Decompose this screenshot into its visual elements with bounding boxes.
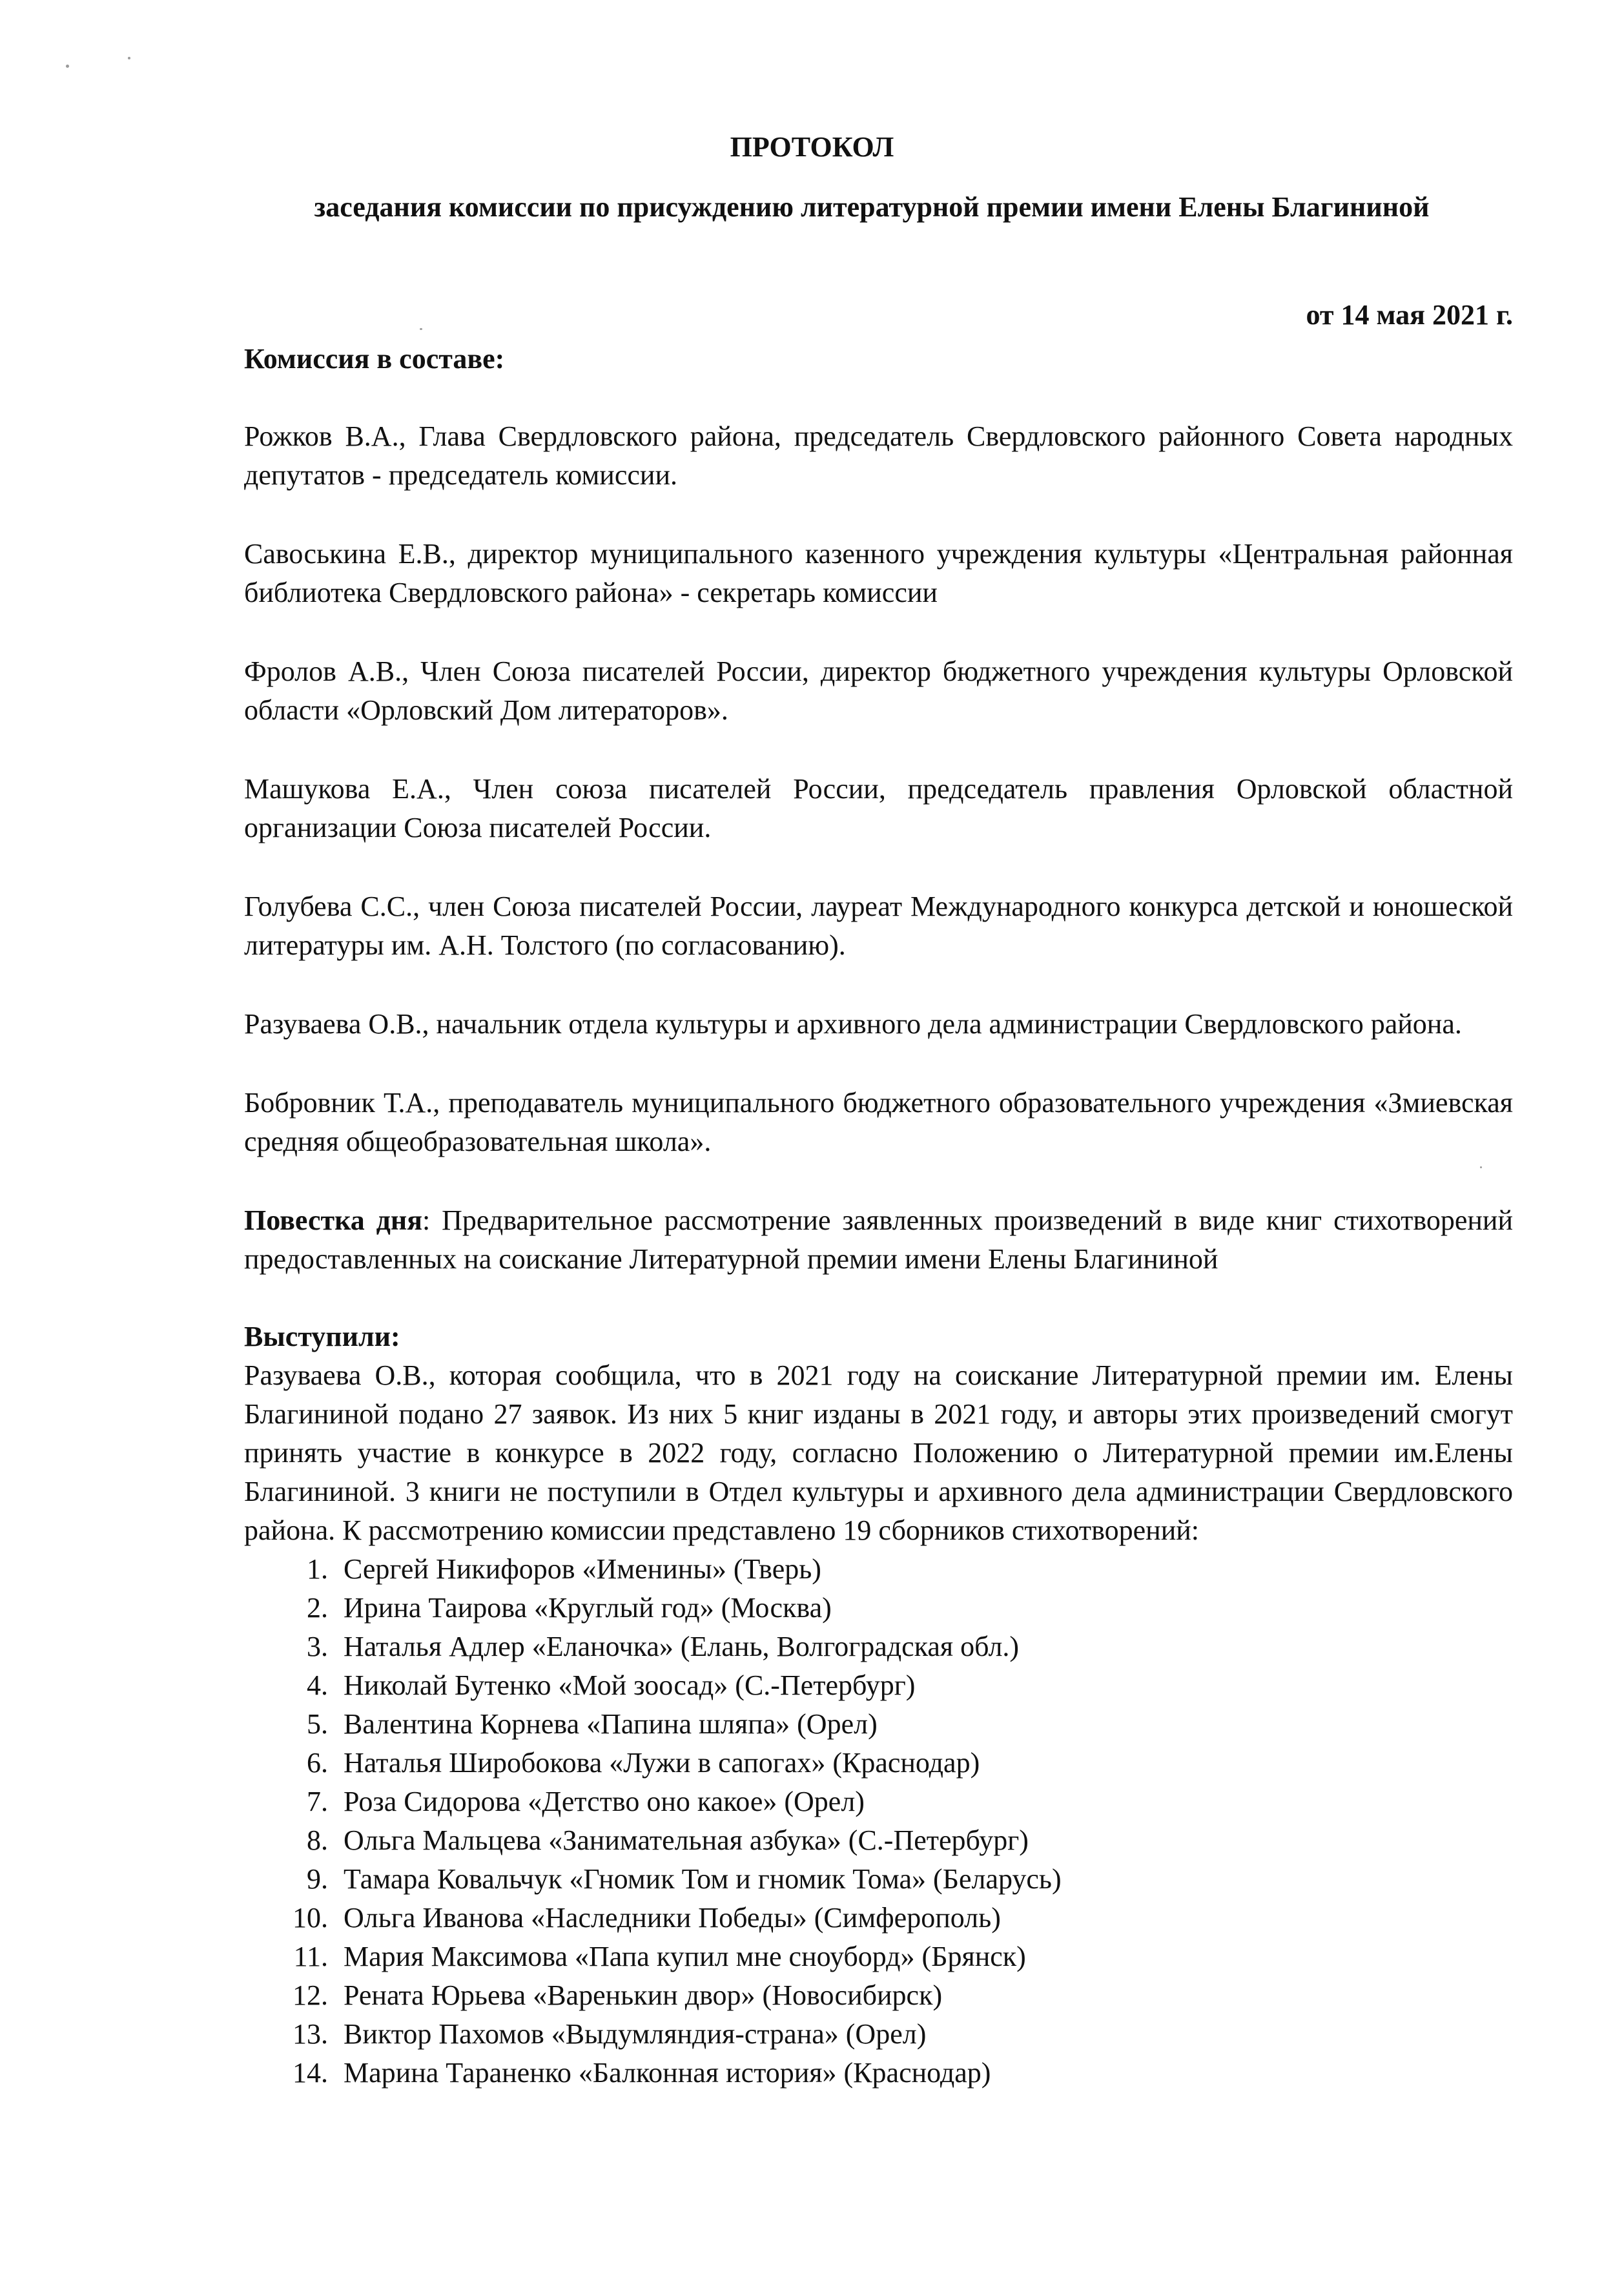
list-item <box>244 1782 1513 1821</box>
member-item: Голубева С.С., член Союза писателей России, лауреат Международного конкурса детской и юношеской литературы им. А.Н. Толстого (по согласованию). <box>244 891 1513 961</box>
list-item-number: 12. <box>293 1979 328 2011</box>
list-item-number: 2. <box>307 1592 328 1624</box>
list-item-text: Рената Юрьева «Варенькин двор» (Новосибирск) <box>344 1979 943 2011</box>
list-item <box>244 1976 1513 2015</box>
member-item: Фролов А.В., Член Союза писателей России, директор бюджетного учреждения культуры Орловской области «Орловский Дом литераторов». <box>244 655 1513 726</box>
list-item-number: 13. <box>293 2018 328 2050</box>
list-item-text: Ирина Таирова «Круглый год» (Москва) <box>344 1592 832 1624</box>
list-item <box>244 1821 1513 1860</box>
list-item-number: 1. <box>307 1553 328 1585</box>
list-item-text: Наталья Широбокова «Лужи в сапогах» (Краснодар) <box>344 1747 980 1779</box>
list-item <box>244 1666 1513 1705</box>
member-item: Савоськина Е.В., директор муниципального казенного учреждения культуры «Центральная районная библиотека Свердловского района» - секретарь комиссии <box>244 538 1513 608</box>
agenda-text: : Предварительное рассмотрение заявленных произведений в виде книг стихотворений предоставленных на соискание Литературной премии имени Елены Благининой <box>244 1204 1513 1275</box>
list-item-text: Марина Тараненко «Балконная история» (Краснодар) <box>344 2057 991 2089</box>
list-item <box>244 2054 1513 2092</box>
list-item-text: Тамара Ковальчук «Гномик Том и гномик Тома» (Беларусь) <box>344 1863 1062 1895</box>
list-item <box>244 1705 1513 1744</box>
list-item-text: Мария Максимова «Папа купил мне сноуборд» (Брянск) <box>344 1941 1026 1972</box>
commission-heading: Комиссия в составе: <box>244 343 505 375</box>
document-body <box>244 340 1513 2092</box>
list-item <box>244 1744 1513 1782</box>
agenda-paragraph <box>244 1201 1513 1279</box>
list-item-text: Роза Сидорова «Детство оно какое» (Орел) <box>344 1786 865 1817</box>
spoke-heading: Выступили: <box>244 1321 400 1352</box>
list-item-text: Николай Бутенко «Мой зоосад» (С.-Петербург) <box>344 1669 916 1701</box>
list-item-text: Сергей Никифоров «Именины» (Тверь) <box>344 1553 821 1585</box>
document-subtitle: заседания комиссии по присуждению литературной премии имени Елены Благининой <box>314 191 1430 223</box>
list-item-text: Валентина Корнева «Папина шляпа» (Орел) <box>344 1708 878 1740</box>
scan-speck <box>128 57 130 59</box>
list-item <box>244 1589 1513 1627</box>
list-item <box>244 1937 1513 1976</box>
list-item-number: 9. <box>307 1863 328 1895</box>
list-item-number: 6. <box>307 1747 328 1779</box>
member-item: Машукова Е.А., Член союза писателей России, председатель правления Орловской областной организации Союза писателей России. <box>244 773 1513 843</box>
list-item <box>244 1899 1513 1937</box>
member-item: Бобровник Т.А., преподаватель муниципального бюджетного образовательного учреждения «Змиевская средняя общеобразовательная школа». <box>244 1087 1513 1157</box>
list-item-number: 10. <box>293 1902 328 1934</box>
list-item-text: Виктор Пахомов «Выдумляндия-страна» (Орел) <box>344 2018 927 2050</box>
works-list <box>244 1550 1513 2092</box>
agenda-label: Повестка дня <box>244 1204 423 1236</box>
scan-speck <box>66 65 69 68</box>
list-item-number: 3. <box>307 1631 328 1662</box>
member-item: Разуваева О.В., начальник отдела культуры и архивного дела администрации Свердловского района. <box>244 1008 1462 1040</box>
list-item <box>244 1550 1513 1589</box>
list-item-number: 14. <box>293 2057 328 2089</box>
list-item <box>244 1860 1513 1899</box>
list-item <box>244 2015 1513 2054</box>
list-item <box>244 1627 1513 1666</box>
list-item-number: 7. <box>307 1786 328 1817</box>
list-item-number: 11. <box>293 1941 328 1972</box>
list-item-number: 5. <box>307 1708 328 1740</box>
list-item-number: 4. <box>307 1669 328 1701</box>
list-item-text: Ольга Мальцева «Занимательная азбука» (С.-Петербург) <box>344 1824 1029 1856</box>
document-date: от 14 мая 2021 г. <box>1306 299 1513 331</box>
spoke-paragraph: Разуваева О.В., которая сообщила, что в 2021 году на соискание Литературной премии им. Елены Благининой подано 27 заявок. Из них 5 книг изданы в 2021 году, и авторы этих произведений смогут принять участие в конкурсе в 2022 году, согласно Положению о Литературной премии им.Елены Благининой. 3 книги не поступили в Отдел культуры и архивного дела администрации Свердловского района. К рассмотрению комиссии представлено 19 сборников стихотворений: <box>244 1359 1513 1546</box>
document-title: ПРОТОКОЛ <box>730 131 894 163</box>
commission-members <box>244 417 1513 1161</box>
scan-speck <box>420 328 422 330</box>
list-item-text: Ольга Иванова «Наследники Победы» (Симферополь) <box>344 1902 1001 1934</box>
list-item-text: Наталья Адлер «Еланочка» (Елань, Волгоградская обл.) <box>344 1631 1020 1662</box>
member-item: Рожков В.А., Глава Свердловского района, председатель Свердловского районного Совета народных депутатов - председатель комиссии. <box>244 420 1513 491</box>
list-item-number: 8. <box>307 1824 328 1856</box>
